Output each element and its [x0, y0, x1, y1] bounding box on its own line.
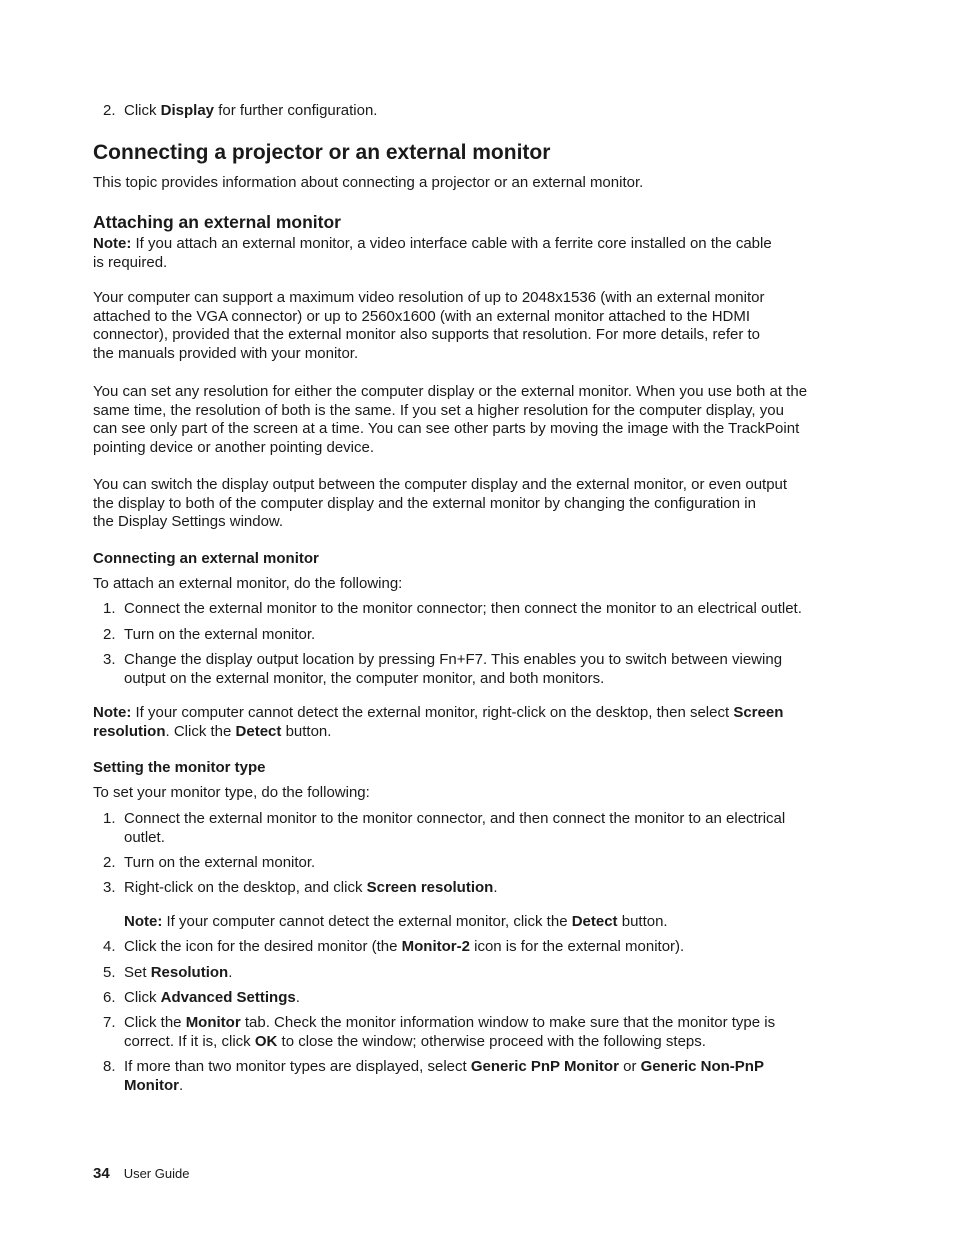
section-heading: Attaching an external monitor: [93, 212, 341, 232]
paragraph-line: the Display Settings window.: [93, 513, 284, 531]
step-number: 2.: [103, 102, 116, 119]
step-text: Click: [124, 102, 161, 119]
step-bold: Display: [160, 102, 215, 119]
paragraph-line: same time, the resolution of both is the same. If you set a higher resolution for the computer display, you: [93, 401, 784, 419]
note-block: Note: If your computer cannot detect the external monitor, right-click on the desktop, then select Screen resolution. Click the Detect button.: [93, 704, 784, 740]
step-text: for further configuration.: [214, 102, 378, 119]
footer-label: User Guide: [123, 1166, 190, 1181]
note-text: is required.: [93, 253, 168, 271]
paragraph-line: the manuals provided with your monitor.: [93, 344, 359, 362]
page-number: 34: [93, 1165, 110, 1182]
subsection-heading: Setting the monitor type: [93, 759, 266, 776]
paragraph-line: Your computer can support a maximum video resolution of up to 2048x1536 (with an external monitor: [93, 289, 765, 306]
step-number: 3.: [103, 651, 116, 668]
paragraph-line: can see only part of the screen at a time. You can see other parts by moving the image with the TrackPoint: [93, 420, 800, 438]
step-text: outlet.: [124, 828, 165, 846]
paragraph: [93, 476, 845, 532]
note-label: Note:: [93, 704, 132, 721]
step-number: 2.: [103, 854, 116, 871]
step-number: 4.: [103, 938, 116, 955]
page-title: Connecting a projector or an external monitor: [93, 141, 551, 164]
step-number: 6.: [103, 989, 116, 1006]
note-text: If you attach an external monitor, a video interface cable with a ferrite core installed on the cable: [131, 235, 772, 252]
lead-text: To attach an external monitor, do the following:: [93, 575, 403, 592]
paragraph-line: the display to both of the computer display and the external monitor by changing the configuration in: [93, 494, 756, 512]
paragraph-line: connector), provided that the external monitor also supports that resolution. For more details, refer to: [93, 326, 761, 344]
subsection-heading: Connecting an external monitor: [93, 550, 319, 567]
note-block: [93, 235, 845, 272]
step-number: 7.: [103, 1014, 116, 1031]
paragraph-line: You can switch the display output between the computer display and the external monitor, or even output: [93, 476, 788, 493]
lead-text: To set your monitor type, do the following:: [93, 784, 370, 801]
step-number: 3.: [103, 879, 116, 896]
step-text: Connect the external monitor to the monitor connector, and then connect the monitor to an electrical: [124, 810, 786, 827]
paragraph: [93, 383, 845, 457]
step-number: 2.: [103, 626, 116, 643]
step-number: 8.: [103, 1058, 116, 1075]
step-text: Connect the external monitor to the monitor connector; then connect the monitor to an electrical outlet.: [124, 600, 802, 617]
page-footer: [93, 1165, 189, 1184]
paragraph: [93, 289, 845, 363]
intro-paragraph: This topic provides information about connecting a projector or an external monitor.: [93, 174, 644, 191]
paragraph-line: pointing device or another pointing device.: [93, 438, 375, 456]
note-label: Note:: [93, 235, 132, 252]
paragraph-line: attached to the VGA connector) or up to 2560x1600 (with an external monitor attached to the HDMI: [93, 307, 751, 325]
note-label: Note:: [124, 913, 163, 930]
step-text: output on the external monitor, the computer monitor, and both monitors.: [124, 669, 605, 687]
step-number: 5.: [103, 964, 116, 981]
step-number: 1.: [103, 810, 116, 827]
step-text: Turn on the external monitor.: [124, 626, 316, 643]
step-text: Change the display output location by pressing Fn+F7. This enables you to switch between viewing: [124, 651, 783, 668]
step-text: Turn on the external monitor.: [124, 854, 316, 871]
paragraph-line: You can set any resolution for either the computer display or the external monitor. When you use both at the: [93, 383, 808, 400]
step-number: 1.: [103, 600, 116, 617]
